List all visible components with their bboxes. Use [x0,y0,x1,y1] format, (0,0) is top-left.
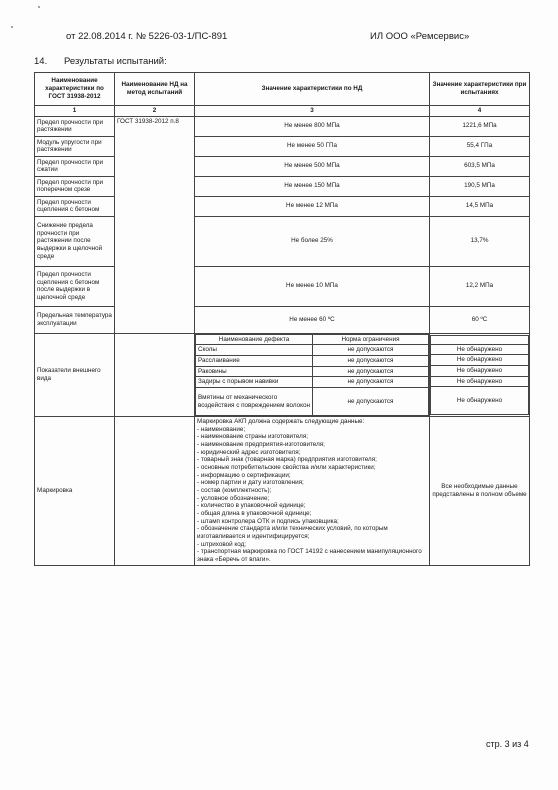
defects-result-list [430,335,529,416]
scan-speck [38,6,40,8]
table-row [35,306,530,333]
marking-line: - штриховой код; [197,540,247,548]
marking-line: - состав (комплектность); [197,487,272,495]
defect-limit: не допускаются [313,345,429,356]
protocol-date-number: от 22.08.2014 г. № 5226-03-1/ПС-891 [66,31,228,42]
characteristic-name: Предел прочности сцепления с бетоном после выдержки в щелочной среде [35,266,115,306]
marking-line: - номер партии и дату изготовления; [197,479,304,487]
table-row [35,216,530,266]
defect-row [196,388,429,416]
defects-subtable [195,334,429,416]
marking-line: - наименование страны изготовителя; [197,433,309,441]
marking-line: - транспортная маркировка по ГОСТ 14192 с нанесением манипуляционного знака «Беречь от влаги». [197,548,422,564]
norm-value: Не менее 150 МПа [195,176,430,196]
characteristic-name: Предел прочности при поперечном срезе [35,176,115,196]
header-norm: Значение характеристики по НД [195,73,430,106]
table-row [35,116,530,136]
defect-result: Не обнаружено [431,365,529,376]
table-row [35,156,530,176]
marking-line: - общая длина в упаковочной единице; [197,510,312,518]
defect-row [196,377,429,388]
column-number: 3 [195,106,430,117]
defect-result: Не обнаружено [431,355,529,366]
test-result: 13,7% [430,216,530,266]
defect-result-row [431,365,529,376]
method-cell-empty [115,333,195,416]
defect-result: Не обнаружено [431,344,529,355]
marking-result: Все необходимые данные представлены в полном объеме [430,417,530,566]
norm-value: Не менее 10 МПа [195,266,430,306]
method-cell: ГОСТ 31938-2012 п.8 [115,116,195,333]
test-result: 1221,6 МПа [430,116,530,136]
table-header-row [35,73,530,106]
defects-result-cell [430,333,530,416]
defect-result-row [431,355,529,366]
defect-name-header: Наименование дефекта [196,334,313,345]
defect-result: Не обнаружено [431,376,529,387]
marking-requirements [195,417,430,566]
table-row [35,176,530,196]
defect-name: Вмятины от механического воздействия с повреждением волокон [196,388,313,416]
column-number: 1 [35,106,115,117]
defect-limit-header: Норма ограничения [313,334,429,345]
marking-line: Маркировка АКП должна содержать следующие данные: [197,418,365,426]
characteristic-name: Модуль упругости при растяжении [35,136,115,156]
marking-line: - основные потребительские свойства и/или характеристики; [197,464,376,472]
scan-speck [11,26,13,28]
defect-limit: не допускаются [313,356,429,367]
table-row [35,266,530,306]
test-result: 55,4 ГПа [430,136,530,156]
section-number: 14. [34,56,48,67]
defect-limit: не допускаются [313,388,429,416]
norm-value: Не более 25% [195,216,430,266]
test-result: 603,5 МПа [430,156,530,176]
characteristic-name: Снижение предела прочности при растяжении после выдержки в щелочной среде [35,216,115,266]
characteristic-name: Предельная температура эксплуатации [35,306,115,333]
defects-subtable-cell [195,333,430,416]
characteristic-name: Предел прочности при сжатии [35,156,115,176]
table-row [35,136,530,156]
appearance-row [35,333,530,416]
results-table [34,72,530,566]
defect-result-row [431,335,529,344]
norm-value: Не менее 12 МПа [195,196,430,216]
characteristic-name: Маркировка [35,417,115,566]
defect-result-row [431,344,529,355]
norm-value: Не менее 60 ºС [195,306,430,333]
header-result: Значение характеристики при испытаниях [430,73,530,106]
marking-line: - товарный знак (товарная марка) предприятия изготовителя; [197,456,377,464]
marking-line: - условное обозначение; [197,494,270,502]
marking-line: - юридический адрес изготовителя; [197,448,301,456]
defect-limit: не допускаются [313,366,429,377]
test-result: 12,2 МПа [430,266,530,306]
marking-line: - обозначение стандарта и/или технических условий, по которым изготавливается и идентифицируется; [197,525,388,541]
method-cell-empty [115,417,195,566]
column-number-row [35,106,530,117]
defect-row [196,356,429,367]
defect-result-empty [431,335,529,344]
defect-name: Сколы [196,345,313,356]
norm-value: Не менее 800 МПа [195,116,430,136]
section-heading [34,56,167,67]
page-number: стр. 3 из 4 [486,739,529,749]
test-result: 14,5 МПа [430,196,530,216]
defect-result-row [431,376,529,387]
defects-subheader-row [196,334,429,345]
marking-row [35,417,530,566]
column-number: 4 [430,106,530,117]
defect-name: Раковины [196,366,313,377]
defect-limit: не допускаются [313,377,429,388]
marking-line: - количество в упаковочной единице; [197,502,306,510]
section-title: Результаты испытаний: [64,56,167,67]
norm-value: Не менее 500 МПа [195,156,430,176]
header-method: Наименование НД на метод испытаний [115,73,195,106]
defect-result: Не обнаружено [431,387,529,415]
test-result: 190,5 МПа [430,176,530,196]
lab-name: ИЛ ООО «Ремсервис» [370,31,470,42]
marking-line: - наименование предприятия-изготовителя; [197,441,325,449]
marking-line: - наименование; [197,425,246,433]
norm-value: Не менее 50 ГПа [195,136,430,156]
defect-name: Задиры с порывом навивки [196,377,313,388]
characteristic-name: Показатели внешнего вида [35,333,115,416]
defect-result-row [431,387,529,415]
test-result: 60 ºС [430,306,530,333]
defect-row [196,345,429,356]
marking-line: - штамп контролера ОТК и подпись упаковщика; [197,517,339,525]
characteristic-name: Предел прочности сцепления с бетоном [35,196,115,216]
marking-line: - информацию о сертификации; [197,471,291,479]
characteristic-name: Предел прочности при растяжении [35,116,115,136]
header-characteristic: Наименование характеристики по ГОСТ 31938-2012 [35,73,115,106]
table-row [35,196,530,216]
defect-name: Расслаивание [196,356,313,367]
defect-row [196,366,429,377]
column-number: 2 [115,106,195,117]
